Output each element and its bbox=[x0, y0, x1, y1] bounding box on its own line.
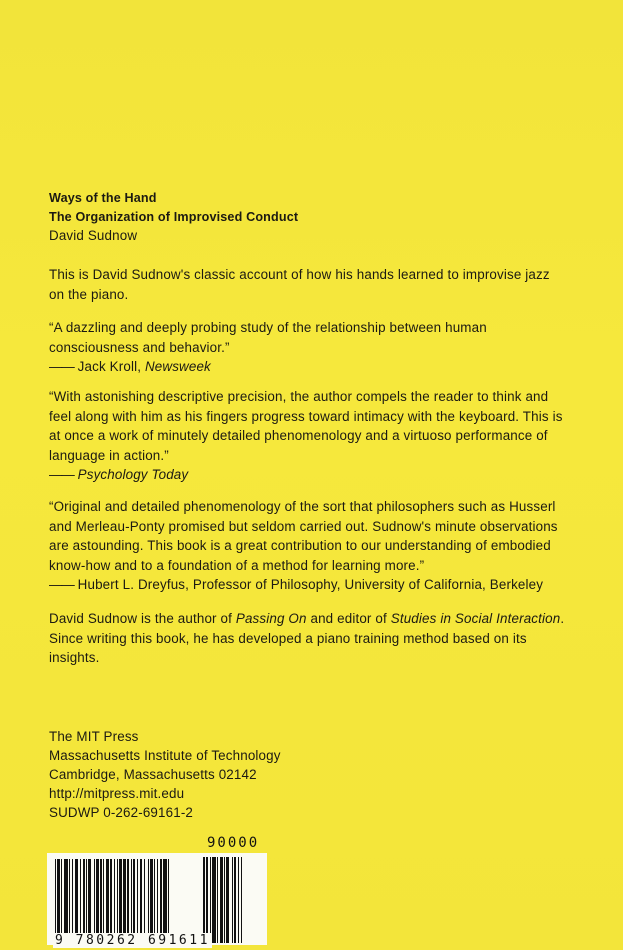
addon-bar bbox=[210, 857, 211, 943]
intro-text: This is David Sudnow's classic account of how his hands learned to improvise jazz on the piano. bbox=[49, 267, 550, 302]
barcode-bar bbox=[86, 859, 87, 936]
quote-3 bbox=[49, 497, 569, 595]
addon-number: 90000 bbox=[207, 835, 260, 851]
bio-line: Since writing this book, he has developed a piano training method based on its bbox=[49, 630, 527, 646]
book-subtitle: The Organization of Improvised Conduct bbox=[49, 209, 299, 224]
bio-line: insights. bbox=[49, 650, 100, 665]
quote-attribution bbox=[49, 575, 569, 595]
barcode-bar bbox=[57, 859, 59, 936]
publisher-code: SUDWP 0-262-69161-2 bbox=[49, 805, 194, 820]
isbn-barcode bbox=[47, 835, 267, 950]
isbn-number: 9 780262 691611 bbox=[55, 933, 210, 948]
barcode-bar bbox=[114, 859, 115, 936]
attribution-dash: —— bbox=[49, 467, 74, 482]
barcode-bar bbox=[137, 859, 138, 936]
barcode-bar bbox=[168, 859, 169, 936]
addon-bar bbox=[232, 857, 233, 943]
barcode-bar bbox=[110, 859, 112, 936]
barcode-bar bbox=[75, 859, 78, 936]
barcode-bar bbox=[157, 859, 158, 936]
author-bio bbox=[49, 609, 569, 668]
addon-bar bbox=[238, 857, 239, 943]
barcode-bar bbox=[88, 859, 90, 936]
publisher-name: The MIT Press bbox=[49, 729, 139, 744]
addon-bar bbox=[220, 857, 222, 943]
barcode-bar bbox=[106, 859, 109, 936]
barcode-bar bbox=[96, 859, 98, 936]
barcode-bar bbox=[150, 859, 152, 936]
barcode-bar bbox=[55, 859, 56, 936]
bio-text: . bbox=[560, 611, 565, 626]
publisher-institution: Massachusetts Institute of Technology bbox=[49, 748, 281, 763]
bio-text: and editor of bbox=[306, 611, 391, 626]
barcode-bar bbox=[140, 859, 142, 936]
barcode-bar bbox=[148, 859, 149, 936]
barcode-bar bbox=[127, 859, 128, 936]
barcode-bar bbox=[117, 859, 118, 936]
barcode-bar bbox=[144, 859, 145, 936]
quote-line: “With astonishing descriptive precision, the author compels the reader to think and bbox=[49, 389, 549, 404]
quote-line: language in action.” bbox=[49, 447, 169, 463]
barcode-bar bbox=[61, 859, 62, 936]
barcode-bar bbox=[103, 859, 104, 936]
barcode-bar bbox=[83, 859, 85, 936]
publisher-info bbox=[49, 727, 569, 822]
addon-bar bbox=[241, 857, 242, 943]
quote-line: “A dazzling and deeply probing study of the relationship between human bbox=[49, 320, 487, 335]
bio-line bbox=[49, 609, 569, 629]
quote-line: consciousness and behavior.” bbox=[49, 339, 230, 355]
publisher-city: Cambridge, Massachusetts 02142 bbox=[49, 767, 257, 782]
quote-line: feel along with him as his fingers progress toward intimacy with the keyboard. This is bbox=[49, 408, 563, 424]
barcode-bar bbox=[133, 859, 135, 936]
quote-line: and Merleau-Ponty promised but seldom carried out. Sudnow's minute observations bbox=[49, 518, 558, 534]
intro-paragraph bbox=[49, 265, 569, 304]
title-block bbox=[49, 189, 569, 246]
quote-2 bbox=[49, 387, 569, 485]
quote-1 bbox=[49, 318, 569, 377]
book-title: Ways of the Hand bbox=[49, 191, 157, 205]
attribution-source: Newsweek bbox=[144, 359, 211, 374]
barcode-bar bbox=[80, 859, 81, 936]
barcode-bar bbox=[163, 859, 166, 936]
addon-bar bbox=[226, 857, 229, 943]
addon-bar bbox=[217, 857, 218, 943]
bio-text: David Sudnow is the author of bbox=[49, 611, 236, 626]
barcode-bar bbox=[119, 859, 121, 936]
book-author: David Sudnow bbox=[49, 228, 138, 243]
addon-bar bbox=[206, 857, 207, 943]
attribution-dash: —— bbox=[49, 359, 74, 374]
quote-line: at once a work of minutely detailed phenomenology and a virtuoso performance of bbox=[49, 428, 548, 443]
quote-line: know-how and to a foundation of a method for learning more.” bbox=[49, 557, 425, 573]
quote-line: “Original and detailed phenomenology of the sort that philosophers such as Husserl bbox=[49, 499, 556, 514]
quote-attribution bbox=[49, 357, 569, 377]
barcode-bar bbox=[72, 859, 73, 936]
barcode-bar bbox=[69, 859, 70, 936]
addon-bar bbox=[212, 857, 215, 943]
barcode-bar bbox=[94, 859, 95, 936]
barcode-bar bbox=[160, 859, 162, 936]
attribution-dash: —— bbox=[49, 577, 74, 592]
quote-line: are astounding. This book is a great contribution to our understanding of embodied bbox=[49, 538, 551, 553]
addon-bar bbox=[224, 857, 225, 943]
attribution-name: Hubert L. Dreyfus, Professor of Philosophy, University of California, Berkeley bbox=[77, 577, 544, 592]
barcode-bar bbox=[100, 859, 102, 936]
barcode-bar bbox=[123, 859, 126, 936]
addon-bar bbox=[203, 857, 205, 943]
barcode-bar bbox=[154, 859, 155, 936]
publisher-url: http://mitpress.mit.edu bbox=[49, 786, 185, 801]
addon-bar bbox=[234, 857, 236, 943]
bio-book-title: Passing On bbox=[235, 611, 307, 626]
attribution-source: Psychology Today bbox=[77, 467, 189, 482]
barcode-bar bbox=[64, 859, 67, 936]
attribution-name: Jack Kroll, bbox=[77, 359, 145, 374]
bio-book-title: Studies in Social Interaction bbox=[390, 611, 561, 626]
quote-attribution bbox=[49, 465, 569, 485]
barcode-bar bbox=[131, 859, 132, 936]
